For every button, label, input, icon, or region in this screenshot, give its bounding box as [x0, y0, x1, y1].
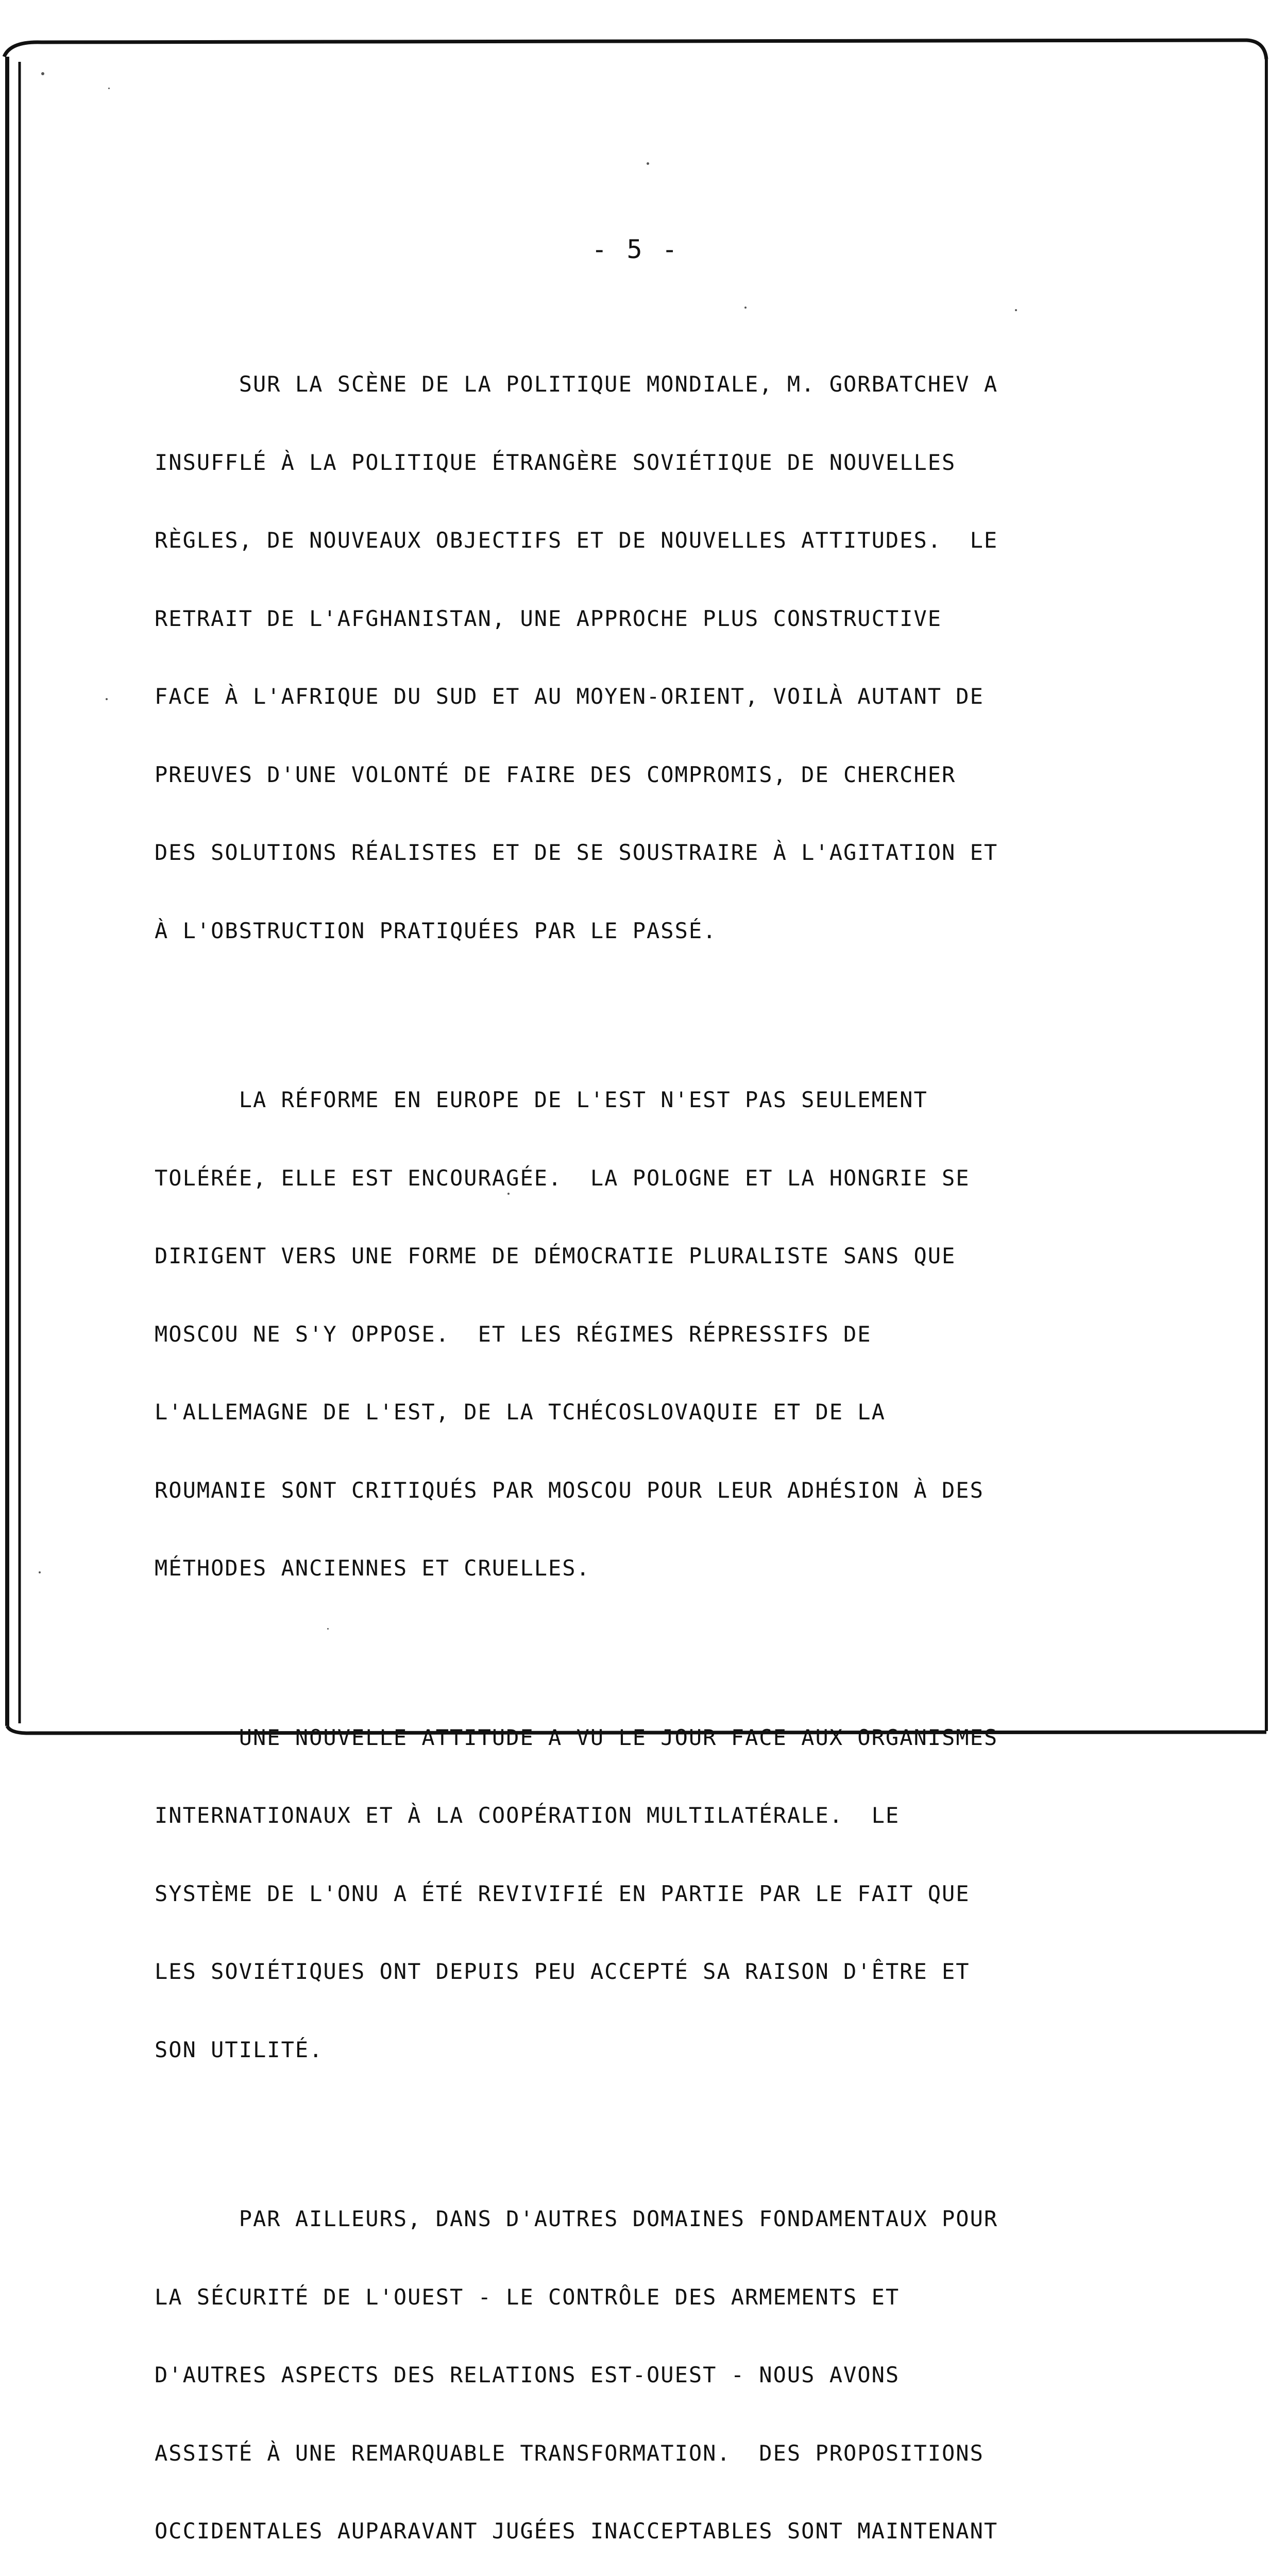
- text-line: LA RÉFORME EN EUROPE DE L'EST N'EST PAS SEULEMENT: [155, 1087, 928, 1112]
- document-body: [155, 319, 1097, 2576]
- scan-speck: [647, 162, 649, 165]
- text-line: LES SOVIÉTIQUES ONT DEPUIS PEU ACCEPTÉ SA RAISON D'ÊTRE ET: [155, 1959, 970, 1984]
- text-line: ASSISTÉ À UNE REMARQUABLE TRANSFORMATION. DES PROPOSITIONS: [155, 2440, 984, 2466]
- text-line: RÈGLES, DE NOUVEAUX OBJECTIFS ET DE NOUVELLES ATTITUDES. LE: [155, 528, 998, 553]
- text-line: D'AUTRES ASPECTS DES RELATIONS EST-OUEST - NOUS AVONS: [155, 2362, 900, 2387]
- text-line: MÉTHODES ANCIENNES ET CRUELLES.: [155, 1555, 590, 1581]
- text-line: UNE NOUVELLE ATTITUDE A VU LE JOUR FACE AUX ORGANISMES: [155, 1724, 998, 1750]
- text-line: À L'OBSTRUCTION PRATIQUÉES PAR LE PASSÉ.: [155, 918, 717, 943]
- scan-speck: [1015, 309, 1017, 311]
- scan-speck: [108, 88, 110, 89]
- scan-speck: [106, 698, 108, 700]
- text-line: ROUMANIE SONT CRITIQUÉS PAR MOSCOU POUR LEUR ADHÉSION À DES: [155, 1477, 984, 1503]
- text-line: OCCIDENTALES AUPARAVANT JUGÉES INACCEPTABLES SONT MAINTENANT: [155, 2518, 998, 2544]
- text-line: DES SOLUTIONS RÉALISTES ET DE SE SOUSTRAIRE À L'AGITATION ET: [155, 840, 998, 865]
- paragraph-3: [155, 1673, 1097, 2115]
- paragraph-2: [155, 1035, 1097, 1634]
- paragraph-4: [155, 2154, 1097, 2576]
- text-line: PAR AILLEURS, DANS D'AUTRES DOMAINES FONDAMENTAUX POUR: [155, 2206, 998, 2231]
- text-line: LA SÉCURITÉ DE L'OUEST - LE CONTRÔLE DES ARMEMENTS ET: [155, 2284, 900, 2310]
- text-line: PREUVES D'UNE VOLONTÉ DE FAIRE DES COMPROMIS, DE CHERCHER: [155, 761, 956, 787]
- scan-speck: [744, 307, 747, 309]
- text-line: SUR LA SCÈNE DE LA POLITIQUE MONDIALE, M. GORBATCHEV A: [155, 371, 998, 397]
- text-line: DIRIGENT VERS UNE FORME DE DÉMOCRATIE PLURALISTE SANS QUE: [155, 1243, 956, 1268]
- text-line: L'ALLEMAGNE DE L'EST, DE LA TCHÉCOSLOVAQUIE ET DE LA: [155, 1399, 886, 1425]
- scan-speck: [41, 72, 44, 75]
- scan-speck: [39, 1571, 41, 1573]
- text-line: INTERNATIONAUX ET À LA COOPÉRATION MULTILATÉRALE. LE: [155, 1803, 900, 1828]
- text-line: FACE À L'AFRIQUE DU SUD ET AU MOYEN-ORIENT, VOILÀ AUTANT DE: [155, 684, 984, 709]
- page-number: - 5 -: [591, 234, 680, 264]
- text-line: MOSCOU NE S'Y OPPOSE. ET LES RÉGIMES RÉPRESSIFS DE: [155, 1321, 872, 1347]
- text-line: SYSTÈME DE L'ONU A ÉTÉ REVIVIFIÉ EN PARTIE PAR LE FAIT QUE: [155, 1880, 970, 1906]
- text-line: TOLÉRÉE, ELLE EST ENCOURAGÉE. LA POLOGNE ET LA HONGRIE SE: [155, 1165, 970, 1191]
- text-line: INSUFFLÉ À LA POLITIQUE ÉTRANGÈRE SOVIÉTIQUE DE NOUVELLES: [155, 449, 956, 475]
- text-line: RETRAIT DE L'AFGHANISTAN, UNE APPROCHE PLUS CONSTRUCTIVE: [155, 605, 942, 631]
- paragraph-1: [155, 319, 1097, 996]
- text-line: SON UTILITÉ.: [155, 2037, 324, 2062]
